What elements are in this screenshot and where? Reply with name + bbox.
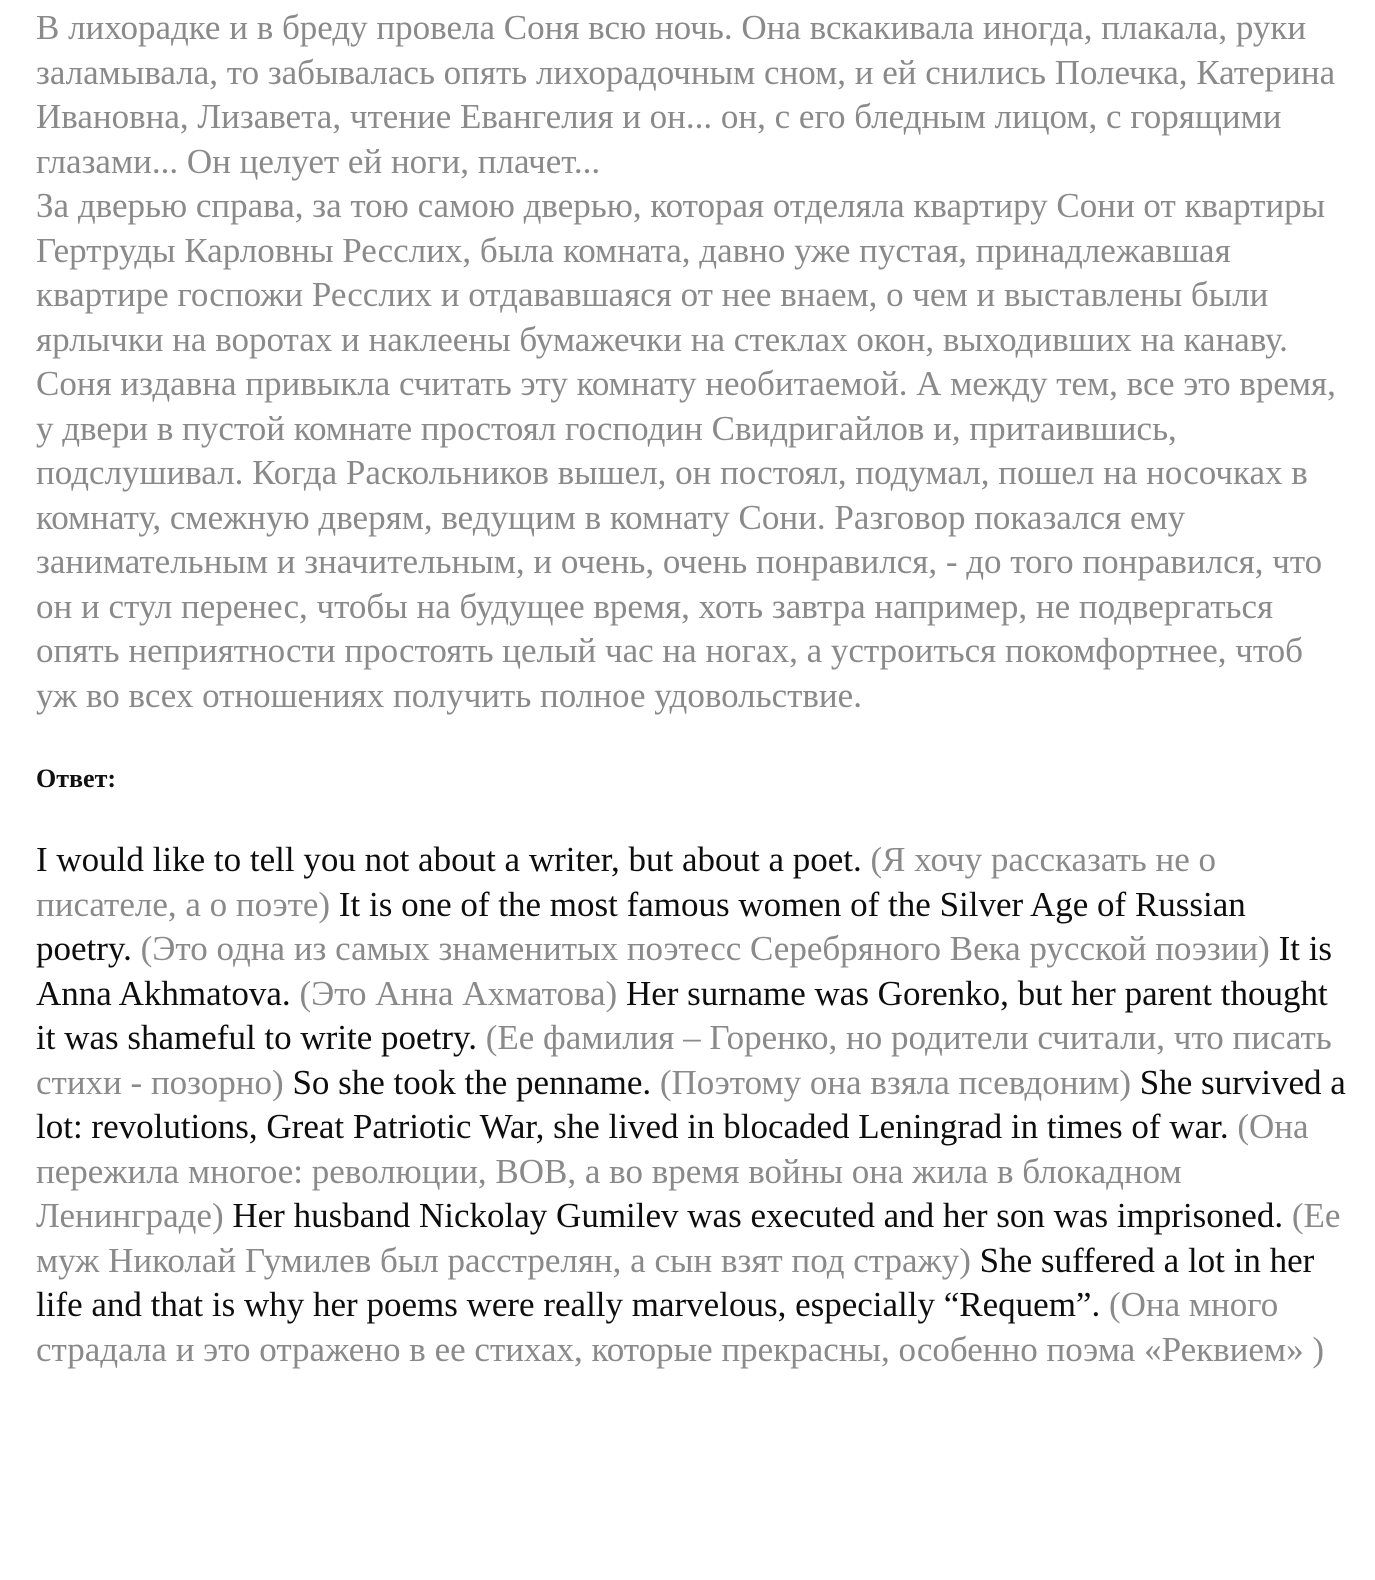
- passage-sentence: Он целует ей ноги, плачет...: [186, 141, 601, 181]
- answer-russian-translation: (Поэтому она взяла псевдоним): [659, 1062, 1131, 1102]
- answer-english-sentence: It is one of the most famous women of the Silver Age of Russian poetry.: [36, 884, 1246, 968]
- answer-russian-translation: (Это Анна Ахматова): [299, 973, 618, 1013]
- passage-paragraph: [36, 6, 1346, 718]
- passage-sentence: А между тем, все это время, у двери в пустой комнате простоял господин Свидригайлов и, притаившись, подслушивал.: [36, 364, 1336, 492]
- answer-english-sentence: She suffered a lot in her life and that is why her poems were really marvelous, especially “Requem”.: [36, 1240, 1315, 1324]
- answer-english-sentence: It is Anna Akhmatova.: [36, 929, 1333, 1013]
- passage-sentence: В лихорадке и в бреду провела Соня всю ночь.: [36, 8, 733, 47]
- answer-english-sentence: Her surname was Gorenko, but her parent thought it was shameful to write poetry.: [36, 973, 1328, 1057]
- passage-sentence: Она вскакивала иногда, плакала, руки заламывала, то забывалась опять лихорадочным сном, и ей снились Полечка, Катерина Ивановна, Лизавета, чтение Евангелия и он... он, с его бледным лицом, с горящими глазами...: [36, 8, 1336, 181]
- answer-russian-translation: (Она много страдала и это отражено в ее стихах, которые прекрасны, особенно поэма «Реквием» ): [36, 1285, 1324, 1369]
- answer-russian-translation: (Ее фамилия – Горенко, но родители считали, что писать стихи - позорно): [36, 1018, 1332, 1102]
- passage-sentence: За дверью справа, за тою самою дверью, которая отделяла квартиру Сони от квартиры Гертруды Карловны Ресслих, была комната, давно уже пустая, принадлежавшая квартире госпожи Ресслих и отдававшаяся от нее внаем, о чем и выставлены были ярлычки на воротах и наклеены бумажечки на стеклах окон, выходивших на канаву.: [36, 186, 1326, 359]
- passage-sentence: Соня издавна привыкла считать эту комнату необитаемой.: [36, 364, 908, 403]
- answer-english-sentence: She survived a lot: revolutions, Great Patriotic War, she lived in blocaded Leningrad in times of war.: [36, 1062, 1346, 1146]
- answer-english-sentence: So she took the penname.: [292, 1062, 652, 1102]
- answer-russian-translation: (Ее муж Николай Гумилев был расстрелян, а сын взят под стражу): [36, 1196, 1341, 1280]
- answer-russian-translation: (Это одна из самых знаменитых поэтесс Серебряного Века русской поэзии): [140, 929, 1270, 968]
- passage-sentence: Разговор показался ему занимательным и значительным, и очень, очень понравился, - до того понравился, что он и стул перенес, чтобы на будущее время, хоть завтра например, не подвергаться опять неприятности простоять целый час на ногах, а устроиться покомфортнее, чтоб уж во всех отношениях получить полное удовольствие.: [36, 497, 1323, 715]
- answer-russian-translation: (Я хочу рассказать не о писателе, а о поэте): [36, 840, 1216, 924]
- passage-sentence: Когда Раскольников вышел, он постоял, подумал, пошел на носочках в комнату, смежную дверям, ведущим в комнату Сони.: [36, 453, 1308, 537]
- document-page: [36, 6, 1346, 1372]
- answer-russian-translation: (Она пережила многое: революции, ВОВ, а во время войны она жила в блокадном Ленинграде): [36, 1107, 1309, 1235]
- answer-english-sentence: I would like to tell you not about a writer, but about a poet.: [36, 840, 862, 879]
- answer-english-sentence: Her husband Nickolay Gumilev was executed and her son was imprisoned.: [232, 1196, 1284, 1235]
- answer-paragraph: [36, 838, 1346, 1372]
- answer-label: Ответ:: [36, 764, 117, 793]
